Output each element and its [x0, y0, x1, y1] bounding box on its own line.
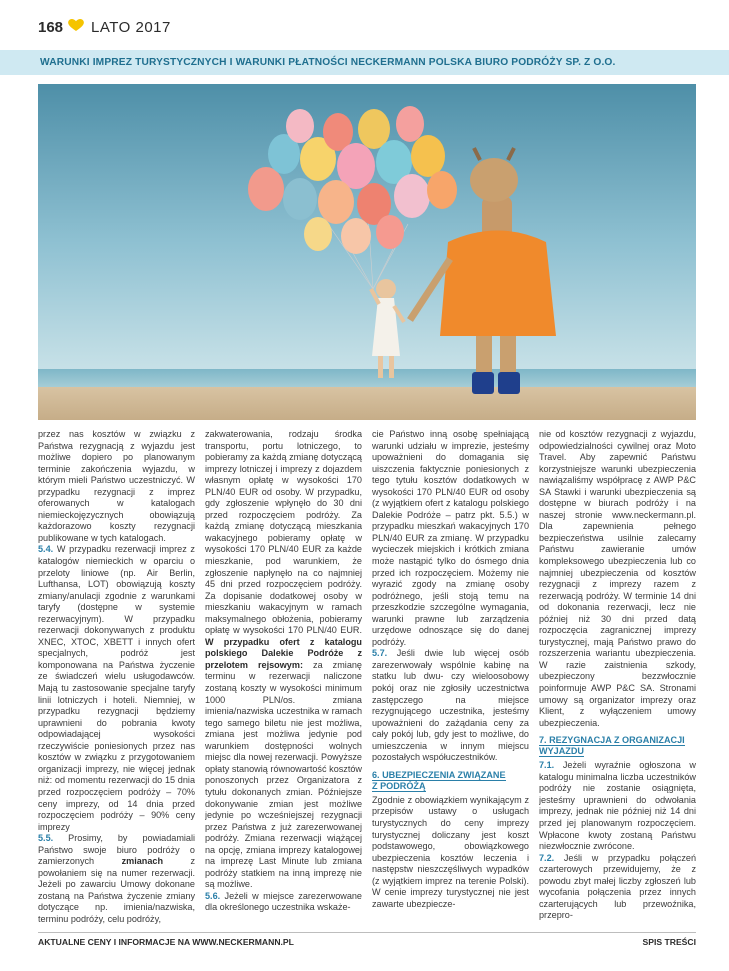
clause-text: Prosimy, by powiadamiali Państwo swoje biuro podróży o zamierzonych — [38, 833, 195, 867]
clause-text: Jeżeli wyraźnie ogłoszona w katalogu minimalna liczba uczestników podróży nie zostanie osiągnięta, jesteśmy uprawnieni do odwołania imprezy, jednak nie później niż 14 dni przed jej planowanym rozpoczęciem. Wpłacone kwoty zostaną Państwu niezwłocznie zwrócone. — [539, 760, 696, 852]
clause-emphasis: zmianach — [121, 856, 164, 867]
text-column-3 — [372, 429, 529, 934]
paragraph — [205, 429, 362, 891]
text-column-4 — [539, 429, 696, 934]
clause-text: Jeśli w przypadku połączeń czarterowych przewidujemy, że z powodu zbyt małej liczby zgłoszeń lub wycofania połączenia przez innych czarterujących lub przewoźnika, przepro- — [539, 852, 696, 921]
section-heading-line: 7. REZYGNACJA Z ORGANIZACJI — [539, 735, 685, 746]
footer-divider — [38, 932, 696, 933]
clause-text: Jeśli dwie lub więcej osób zarezerwowały wspólnie kabinę na statku lub dwu- czy wieloosobowy pokój oraz nie zgłosiły uczestnictwa zastępczego na miejsce rezygnującego uczestnika, jesteśmy upoważnieni do zażądania ceny za cały pokój lub, gdy jest to możliwe, do umieszczenia w innym miejscu pozostałych współuczestników. — [372, 648, 529, 763]
clause-text: z powołaniem się na numer rezerwacji. Jeżeli po zawarciu Umowy dokonane zostaną na Państwa życzenie zmiany dotyczące np. imienia/nazwiska, terminu podróży, celu podróży, — [38, 856, 195, 924]
clause-emphasis: W przypadku ofert z katalogu polskiego Dalekie Podróże z przelotem rejsowym: — [205, 636, 362, 670]
paragraph — [372, 648, 529, 763]
heart-icon — [67, 18, 85, 37]
table-of-contents-link[interactable]: SPIS TREŚCI — [642, 937, 696, 947]
paragraph — [539, 760, 696, 852]
text-column-2 — [205, 429, 362, 934]
paragraph — [38, 544, 195, 833]
clause-number: 7.2. — [539, 852, 555, 863]
section-banner — [0, 50, 729, 75]
season-label: LATO 2017 — [91, 18, 171, 36]
section-heading-line: WYJAZDU — [539, 746, 584, 757]
section-heading — [539, 735, 696, 757]
page-number: 168 — [38, 18, 64, 36]
clause-number: 5.4. — [38, 544, 54, 555]
clause-text: zakwaterowania, rodzaju środka transportu, portu lotniczego, to pobieramy za każdą zmianę dotyczącą imprezy lotniczej i imprezy z dojazdem własnym opłatę w wysokości 170 PLN/40 EUR od osoby. W przypadku, gdy zgłoszenie wpłynęło do 30 dni przed rozpoczęciem podróży. Za każdą zmianę dotyczącą mieszkania wakacyjnego pobieramy opłatę w wysokości 170 PLN/40 EUR za każde mieszkanie, pod warunkiem, że zgłoszenie napłynęło na co najmniej 45 dni przed rozpoczęciem podróży. Za dopisanie dodatkowej osoby w mieszkaniu wakacyjnym w ramach maksymalnego obłożenia, pobieramy opłatę w wysokości 170 PLN/40 EUR. — [205, 429, 362, 636]
page-header — [38, 16, 171, 38]
paragraph — [38, 833, 195, 925]
paragraph: przez nas kosztów w związku z Państwa rezygnacją z wyjazdu jest możliwe dopiero po planowanym terminie zakończenia wyjazdu, w którym mieli Państwo uczestniczyć. W przypadku rezygnacji z imprez oferowanych w katalogach niemieckojęzycznych obowiązują każdorazowo koszty rezygnacji publikowane w tych katalogach. — [38, 429, 195, 543]
paragraph: Zgodnie z obowiązkiem wynikającym z przepisów ustawy o usługach turystycznych do ceny imprezy turystycznej doliczany jest koszt podstawowego, obowiązkowego ubezpieczenia kosztów leczenia i następstw nieszczęśliwych wypadków (z wyjątkiem imprez na terenie Polski). W cenie imprezy turystycznej nie jest zawarte ubezpiecze- — [372, 794, 529, 909]
hero-photo — [38, 84, 696, 420]
clause-number: 7.1. — [539, 760, 555, 771]
banner-title: WARUNKI IMPREZ TURYSTYCZNYCH I WARUNKI PŁATNOŚCI NECKERMANN POLSKA BIURO PODRÓŻY SP. Z O.O. — [40, 57, 616, 68]
text-column-1 — [38, 429, 195, 934]
terms-text-columns — [38, 429, 696, 934]
paragraph: nie od kosztów rezygnacji z wyjazdu, odpowiedzialności cywilnej oraz Moto Travel. Aby zapewnić Państwu korzystniejsze warunki ubezpieczenia nawiązaliśmy współpracę z AWP P&C SA Stawki i warunki ubezpieczenia są dostępne w biurach podróży i na naszej stronie www.neckermann.pl. Dla zapewnienia pełnego bezpieczeństwa usilnie zalecamy Państwu zawieranie umów kompleksowego ubezpieczenia lub co najmniej ubezpieczenia od kosztów rezygnacji z imprezy razem z rezerwacją podróży. W terminie 14 dni od dokonania rezerwacji, lecz nie później niż 30 dni przed datą rozpoczęcia zagranicznej imprezy turystycznej, mają Państwo prawo do rozszerzenia wariantu ubezpieczenia. W razie zaistnienia szkody, ubezpieczony bezzwłocznie poinformuje AWP P&C SA. Stronami umowy są organizator imprezy oraz Klient, z wyłączeniem umowy ubezpieczenia. — [539, 429, 696, 728]
footer-website-note: AKTUALNE CENY I INFORMACJE NA WWW.NECKERMANN.PL — [38, 937, 294, 947]
paragraph: cie Państwo inną osobę spełniającą warunki udziału w imprezie, jesteśmy upoważnieni do domagania się uiszczenia faktycznie poniesionych z tego tytułu kosztów dodatkowych w wysokości 170 PLN/40 EUR od osoby (z wyjątkiem ofert z katalogu polskiego Dalekie Podróże – patrz pkt. 5.5.) w przypadku mieszkań wakacyjnych 170 PLN/40 EUR za zmianę. W przypadku wycieczek miejskich i krótkich zmiana może nastąpić tylko do ósmego dnia przed ich rozpoczęciem. Możemy nie wyrazić zgody na zmianę osoby podróżnego, jeśli stoją temu na przeszkodzie szczególne wymagania, warunki prawne lub zarządzenia urzędowe odnoszące się do danej podróży. — [372, 429, 529, 647]
section-heading-line: Z PODRÓŻĄ — [372, 780, 426, 791]
section-heading — [372, 770, 529, 792]
paragraph — [539, 853, 696, 922]
clause-text: za zmianę terminu w rezerwacji naliczone zostaną koszty w wysokości minimum 1000 PLN/os. zmiana imienia/nazwiska uczestnika w ramach tego samego biletu nie jest możliwa, zmiana jest możliwa jedynie pod warunkiem dostępności wolnych miejsc dla nowej rezerwacji. Powyższe opłaty stanowią równowartość kosztów ponoszonych przez Organizatora z tytułu dokonanych zmian. Późniejsze dokonywanie zmian jest możliwe jedynie po wcześniejszej rezygnacji przez Państwa z już zarezerwowanej podróży. Zmiana rezerwacji wiążącej na opcję, zmiana imprezy katalogowej na imprezę Last Minute lub zmiana podróży statkiem na inną imprezę nie są możliwe. — [205, 659, 362, 890]
clause-text: Jeżeli w miejsce zarezerwowane dla określonego uczestnika wskaże- — [205, 890, 362, 913]
section-heading-line: 6. UBEZPIECZENIA ZWIĄZANE — [372, 769, 506, 780]
clause-text: W przypadku rezerwacji imprez z katalogów niemieckich w oparciu o przeloty liniowe (np. Air Berlin, Lufthansa, LOT) obowiązują koszty zmiany/anulacji zgodnie z warunkami taryfy (dostępne w systemie rezerwacyjnym). W przypadku rezerwacji dokonywanych z produktu XNEC, XTOC, XBETT i innych ofert specjalnych, podróż jest komponowana na Państwa życzenie ze świadczeń wielu usługodawców. Mają tu zastosowanie specjalne taryfy linii lotniczych i hoteli. Niemniej, w przypadku rezygnacji będziemy uprawnieni do pobrania kwoty odpowiadającej wysokości rzeczywiście poniesionych przez nas kosztów w związku z przygotowaniem organizacji imprezy, nie więcej jednak niż: od momentu rezerwacji do 15 dnia przed rozpoczęciem podróży – 70% ceny imprezy, od 14 dnia przed rozpoczęciem podróży – 90% ceny imprezy — [38, 544, 195, 832]
paragraph — [205, 891, 362, 914]
clause-number: 5.7. — [372, 648, 388, 659]
clause-number: 5.6. — [205, 890, 221, 901]
clause-number: 5.5. — [38, 833, 54, 844]
